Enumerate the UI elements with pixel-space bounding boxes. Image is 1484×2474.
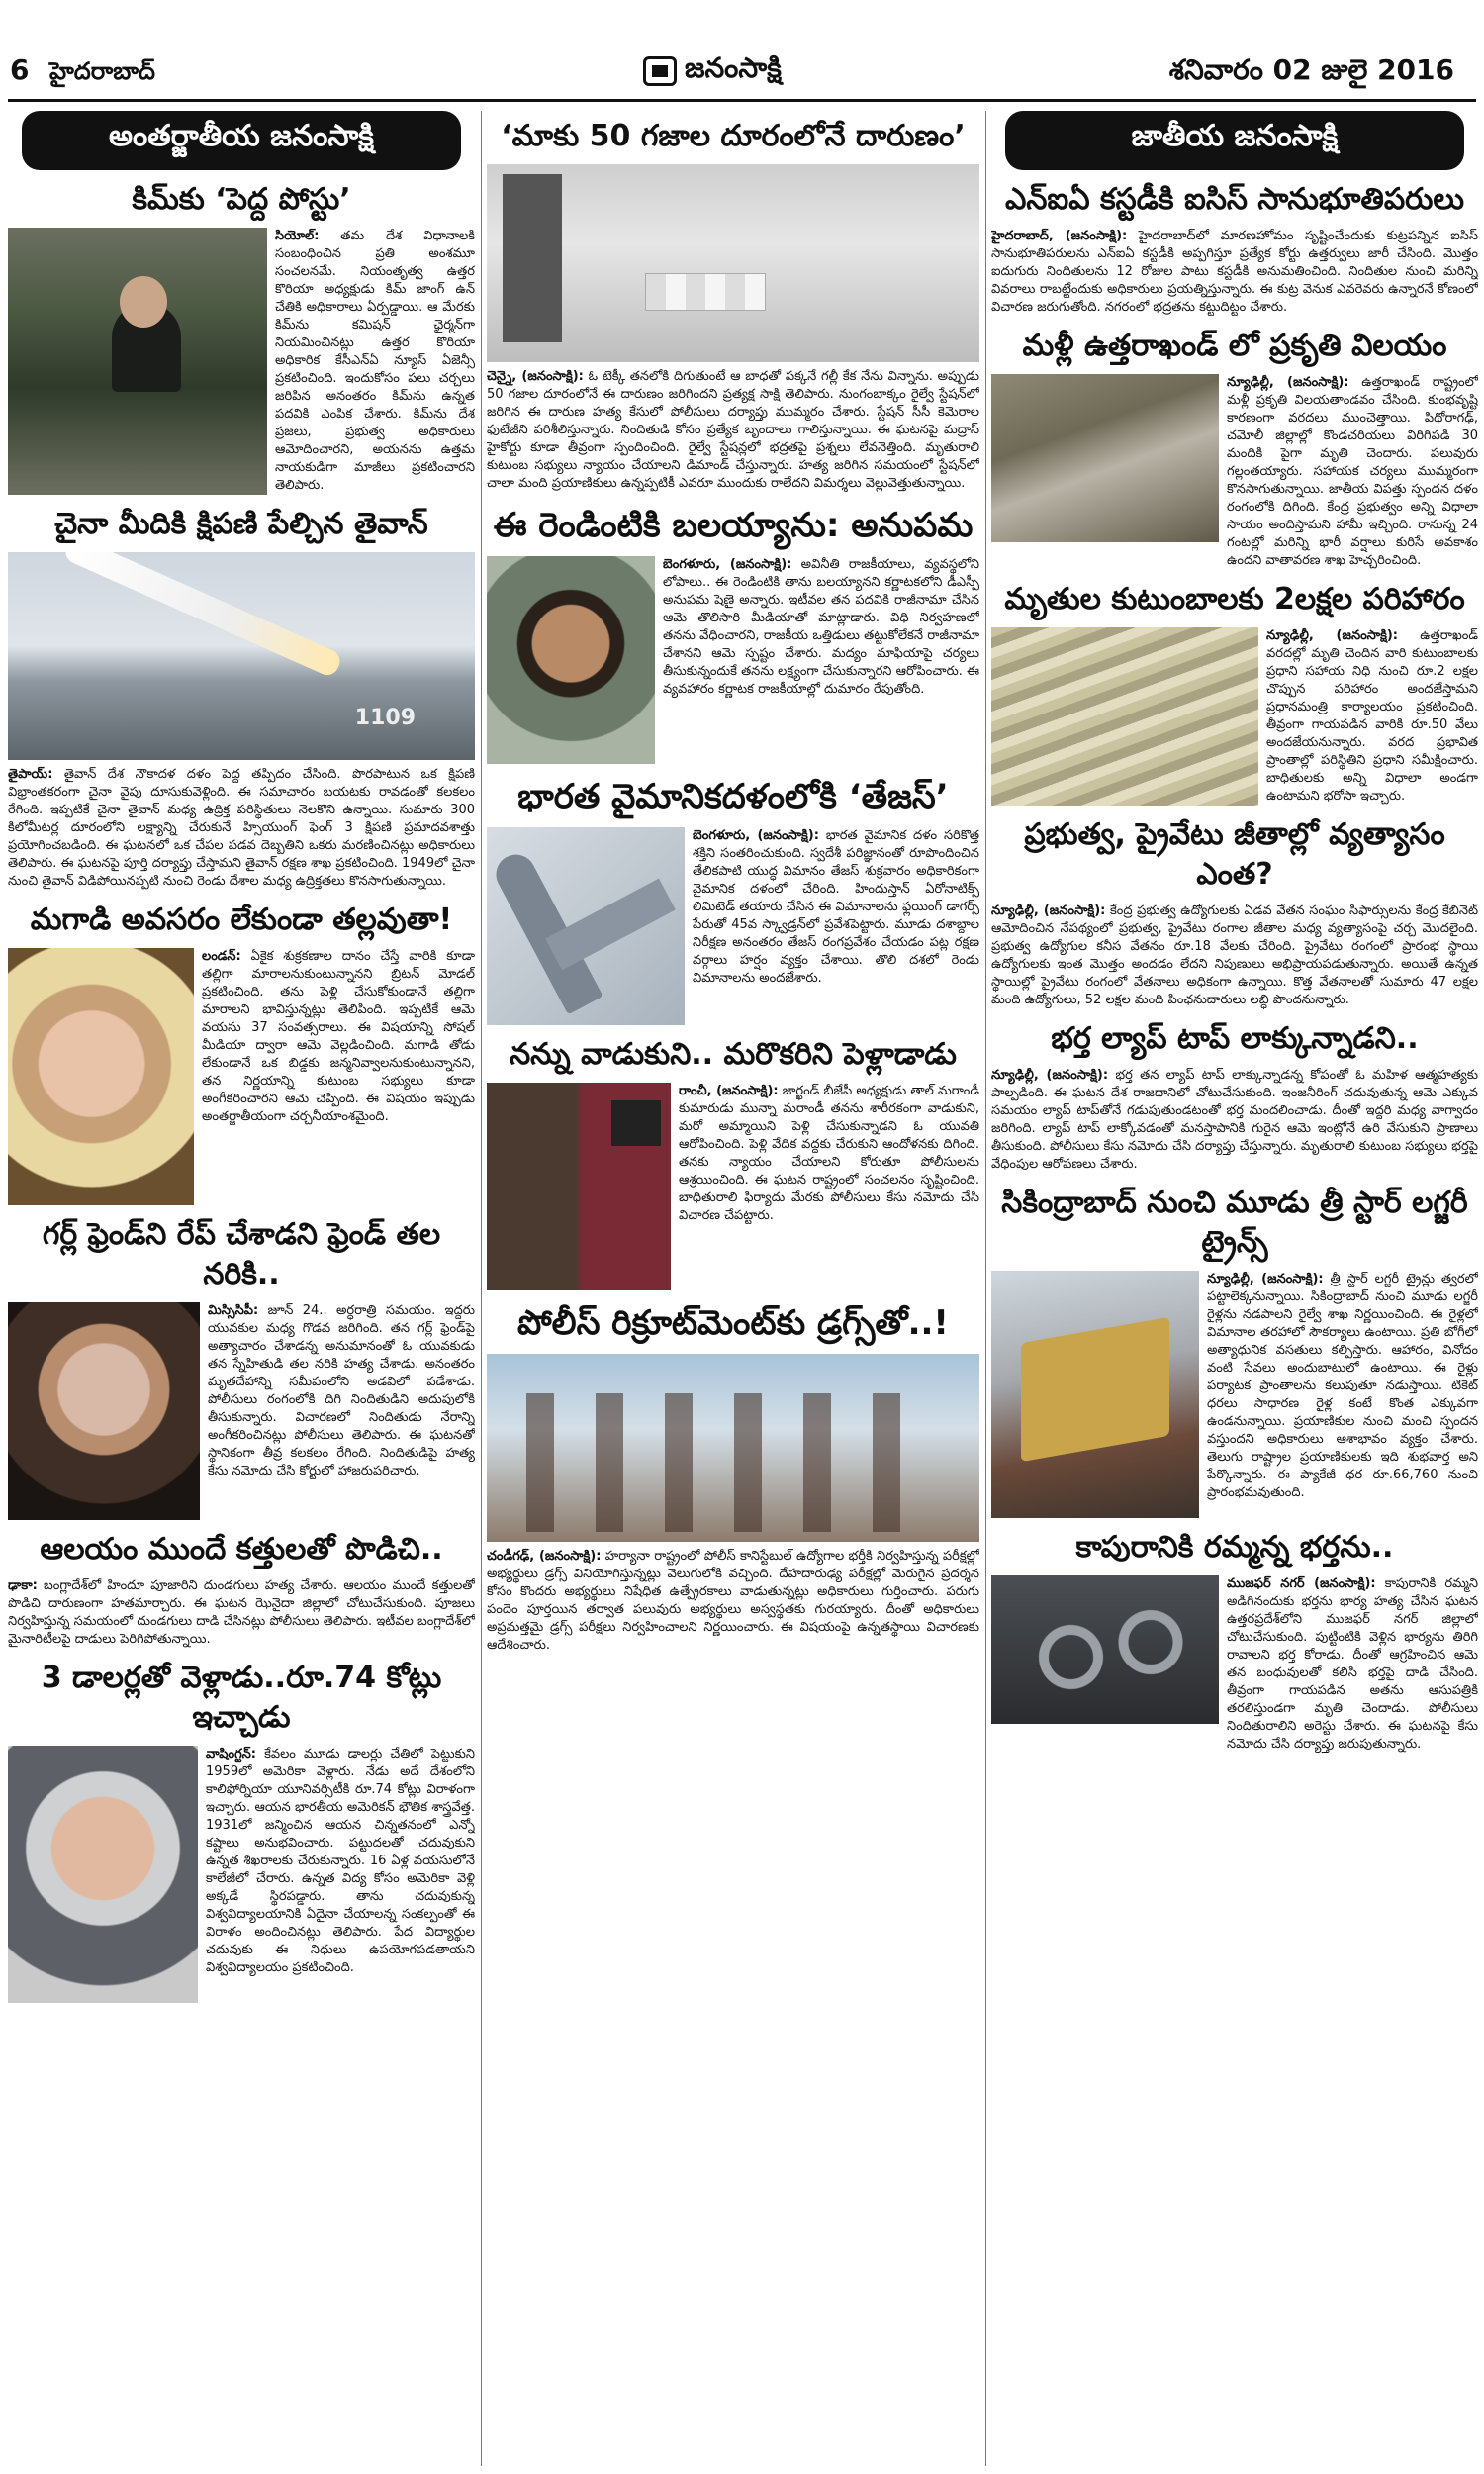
dateline: న్యూఢిల్లీ, (జనంసాక్షి): — [1266, 628, 1399, 643]
story-body: ఉత్తరాఖండ్ రాష్ట్రంలో మళ్లీ ప్రకృతి విలయతాండవం చేసింది. కుంభవృష్టి కారణంగా వరదలు ముంచెత్తాయి. పిథోరాగఢ్, చమోలీ జిల్లాల్లో కొండచరియలు విరిగిపడి 30 మందికి పైగా మృతి చెందారు. పలువురు గల్లంతయ్యారు. సహాయక చర్యలు ముమ్మరంగా కొనసాగుతున్నాయి. జాతీయ విపత్తు స్పందన దళం రంగంలోకి దిగింది. కేంద్ర ప్రభుత్వం అన్ని విధాలా సాయం అందిస్తామని హామీ ఇచ్చింది. రానున్న 24 గంటల్లో మరిన్ని భారీ వర్షాలు కురిసే అవకాశం ఉందని వాతావరణ శాఖ హెచ్చరించింది. — [1227, 375, 1478, 568]
section-banner-international: అంతర్జాతీయ జనంసాక్షి — [22, 111, 461, 170]
couple-photo — [487, 1083, 671, 1290]
kim-photo — [8, 228, 267, 495]
story-laptop — [991, 1019, 1478, 1174]
handcuffs-photo — [991, 1575, 1219, 1724]
dateline: చెన్నై, (జనంసాక్షి): — [487, 369, 584, 384]
headline: గర్ల్ ఫ్రెండ్‌ని రేప్ చేశాడని ఫ్రెండ్ తల నరికి.. — [42, 1217, 441, 1291]
runners-photo — [487, 1354, 979, 1542]
story-husband — [991, 1528, 1478, 1754]
dateline: న్యూఢిల్లీ, (జనంసాక్షి): — [991, 904, 1106, 918]
story-body: భర్త తన ల్యాప్ టాప్ లాక్కున్నాడన్న కోపంతో ఓ మహిళ ఆత్మహత్యకు పాల్పడింది. ఈ ఘటన దేశ రాజధానిలో చోటుచేసుకుంది. ఇంజనీరింగ్ చదువుతున్న ఆమె ఎక్కువ సమయం ల్యాప్ టాప్‌తోనే గడుపుతుండటంతో భర్త మందలించాడు. దీంతో ఇద్దరి మధ్య వాగ్వాదం జరిగింది. ల్యాప్ టాప్ లాక్కోవడంతో మనస్తాపానికి గురైన ఆమె ఇంట్లోనే ఉరి వేసుకుని ప్రాణాలు తీసుకుంది. పోలీసులు కేసు నమోదు చేసి దర్యాప్తు చేస్తున్నారు. మృతురాలి కుటుంబ సభ్యులు భర్తపై వేధింపుల ఆరోపణలు చేశారు. — [991, 1068, 1478, 1172]
edition-city: హైదరాబాద్ — [49, 57, 155, 85]
story-body: త్రీ స్టార్ లగ్జరీ ట్రైన్లు త్వరలో పట్టాలెక్కనున్నాయి. సికింద్రాబాద్ నుంచి మూడు లగ్జరీ రైళ్లను నడపాలని రైల్వే శాఖ నిర్ణయించింది. ఈ రైళ్లలో విమానాల తరహాలో సౌకర్యాలు ఉంటాయి. ప్రతి బోగీలో అత్యాధునిక వసతులు కల్పిస్తారు. ఆహారం, వినోదం వంటి సేవలు అందుబాటులో ఉంటాయి. ఈ రైళ్లు పర్యాటక ప్రాంతాలను కలుపుతూ నడుస్తాయి. టికెట్ ధరలు సాధారణ రైళ్ల కంటే కొంత ఎక్కువగా ఉండనున్నాయి. ప్రయాణికుల నుంచి మంచి స్పందన వస్తుందని అధికారులు ఆశాభావం వ్యక్తం చేశారు. తెలుగు రాష్ట్రాల ప్రయాణికులకు ఇది శుభవార్త అని పేర్కొన్నారు. ఈ ప్యాకేజీ ధర రూ.66,760 నుంచి ప్రారంభమవుతుంది. — [1207, 1272, 1478, 1500]
story-body: ఓ టెక్కీ తనలోకి దిగుతుంటే ఆ బాధతో పక్కనే గల్లీ కేక నేను విన్నాను. అప్పుడు 50 గజాల దూరంలోనే ఈ దారుణం జరిగిందని ప్రత్యక్ష సాక్షి తెలిపారు. నుంగంబాక్కం రైల్వే స్టేషన్‌లో జరిగిన ఈ దారుణ హత్య కేసులో పోలీసులు దర్యాప్తు ముమ్మరం చేశారు. స్టేషన్ సీసీ కెమెరాల ఫుటేజీని పరిశీలిస్తున్నారు. నిందితుడి కోసం ప్రత్యేక బృందాలు గాలిస్తున్నాయి. ఈ ఘటనపై మద్రాస్ హైకోర్టు కూడా తీవ్రంగా స్పందించింది. రైల్వే స్టేషన్లలో భద్రతపై ప్రశ్నలు లేవనెత్తింది. మృతురాలి కుటుంబ సభ్యులు న్యాయం చేయాలని డిమాండ్ చేస్తున్నారు. హత్య జరిగిన సమయంలో స్టేషన్‌లో చాలా మంది ప్రయాణికులు ఉన్నప్పటికీ ఎవరూ ముందుకు రాలేదని విమర్శలు వెల్లువెత్తుతున్నాయి. — [487, 369, 979, 491]
national-column — [991, 111, 1478, 2466]
story-nia — [991, 180, 1478, 317]
dateline: బెంగళూరు, (జనంసాక్షి): — [663, 557, 792, 572]
story-body: ఉత్తరాఖండ్ వరదల్లో మృతి చెందిన వారి కుటుంబాలకు ప్రధాని సహాయ నిధి నుంచి రూ.2 లక్షల చొప్పున పరిహారం అందజేస్తామని ప్రధానమంత్రి కార్యాలయం ప్రకటించింది. తీవ్రంగా గాయపడిన వారికి రూ.50 వేలు అందజేయనున్నారు. వరద ప్రభావిత ప్రాంతాల్లో పరిస్థితిని ప్రధాని సమీక్షించారు. బాధితులకు అన్ని విధాలా అండగా ఉంటామని భరోసా ఇచ్చారు. — [1266, 628, 1478, 804]
story-body: ఏకైక శుక్రకణాల దానం చేస్తే వారికి కూడా తల్లిగా మారాలనుకుంటున్నానని బ్రిటన్ మోడల్ ప్రకటించింది. తను పెళ్లి చేసుకోకుండానే తల్లిగా మారాలని భావిస్తున్నట్లు తెలిపింది. ఇప్పటికే ఆమె వయసు 37 సంవత్సరాలు. ఈ విషయాన్ని సోషల్ మీడియా ద్వారా ఆమె వెల్లడించింది. మగాడి తోడు లేకుండానే ఒక బిడ్డకు జన్మనివ్వాలనుకుంటున్నానని, తన నిర్ణయాన్ని కుటుంబ సభ్యులు కూడా అంగీకరించారని ఆమె చెప్పింది. ఈ విషయం ఇప్పుడు అంతర్జాతీయంగా చర్చనీయాంశమైంది. — [202, 949, 475, 1124]
dateline: మిస్సిసిపీ: — [208, 1303, 259, 1318]
story-kim — [8, 180, 475, 495]
story-station — [487, 117, 979, 493]
story-dollars — [8, 1659, 475, 2003]
story-compensation — [991, 580, 1478, 806]
story-body: హైదరాబాద్‌లో మారణహోమం సృష్టించేందుకు కుట్రపన్నిన ఐసిస్ సానుభూతిపరులను ఎన్ఐఏ కస్టడీకి అప్పగిస్తూ ప్రత్యేక కోర్టు ఉత్తర్వులు జారీ చేసింది. మొత్తం ఐదుగురు నిందితులను 12 రోజుల పాటు కస్టడీకి అనుమతించింది. నిందితుల నుంచి మరిన్ని వివరాలు రాబట్టేందుకు అధికారులు ప్రయత్నిస్తున్నారు. ఈ కుట్ర వెనుక ఎవరెవరు ఉన్నారనే కోణంలో విచారణ జరుగుతోంది. నగరంలో భద్రతను కట్టుదిట్టం చేశారు. — [991, 229, 1478, 315]
headline: నన్ను వాడుకుని.. మరొకరిని పెళ్లాడాడు — [510, 1037, 957, 1072]
story-body: కేంద్ర ప్రభుత్వ ఉద్యోగులకు ఏడవ వేతన సంఘం సిఫార్సులను కేంద్ర కేబినెట్ ఆమోదించిన నేపథ్యంలో ప్రభుత్వ, ప్రైవేటు రంగాల జీతాల మధ్య వ్యత్యాసంపై చర్చ మొదలైంది. ప్రభుత్వ ఉద్యోగుల కనీస వేతనం రూ.18 వేలకు చేరింది. ప్రైవేటు రంగంలో ప్రారంభ స్థాయి ఉద్యోగులకు ఇంత మొత్తం అందడం లేదని నిపుణులు అభిప్రాయపడుతున్నారు. అయితే ఉన్నత స్థాయిల్లో ప్రైవేటు రంగంలో వేతనాలు అధికంగా ఉన్నాయి. కొత్త వేతనాలతో సుమారు 47 లక్షల మంది ఉద్యోగులు, 52 లక్షల మంది పింఛనుదారులు లబ్ధి పొందనున్నారు. — [991, 904, 1478, 1007]
story-married — [487, 1035, 979, 1290]
headline: మృతుల కుటుంబాలకు 2లక్షల పరిహారం — [1004, 582, 1465, 617]
story-trains — [991, 1184, 1478, 1518]
paper-logo — [643, 51, 782, 91]
headline: కాపురానికి రమ్మన్న భర్తను.. — [1075, 1530, 1394, 1565]
dateline: న్యూఢిల్లీ, (జనంసాక్షి): — [991, 1068, 1109, 1083]
dateline: తైపాయ్: — [8, 767, 53, 782]
story-body: తమ దేశ విధానాలకి సంబంధించిన ప్రతి అంశమూ సంచలనమే. నియంతృత్వ ఉత్తర కొరియా అధ్యక్షుడు కిమ్ జాంగ్ ఉన్ చేతికి అధికారాలు ఏర్పడ్డాయి. ఆ మేరకు కిమ్‌ను కమిషన్ ఛైర్మన్‌గా నియమించినట్లు ఉత్తర కొరియా అధికారిక కేసీఎన్ఏ న్యూస్ ఏజెన్సీ ప్రకటించింది. ఇందుకోసం పలు చర్చలు జరిపిన అనంతరం కిమ్‌ను ఉన్నత పదవికి ఎంపిక చేశారు. కిమ్‌ను దేశ ప్రజలు, ప్రభుత్వ అధికారులు ఆమోదించారని, అయనను ఉత్తమ నాయకుడిగా మాజీలు ప్రకటించారని తెలిపారు. — [275, 229, 475, 493]
dateline: ఢాకా: — [8, 1578, 38, 1593]
international-column — [8, 111, 475, 2466]
missile-photo — [8, 552, 475, 760]
headline: మళ్లీ ఉత్తరాఖండ్ లో ప్రకృతి విలయం — [1022, 329, 1447, 363]
story-girlfriend — [8, 1215, 475, 1520]
headline: పోలీస్ రిక్రూట్‌మెంట్‌కు డ్రగ్స్‌తో..! — [517, 1303, 949, 1343]
story-body: అవినీతి రాజకీయాలు, వ్యవస్థలోని లోపాలు.. ఈ రెండింటికి తాను బలయ్యానని కర్ణాటకలోని డీఎస్పీ అనుపమ షెణై అన్నారు. ఇటీవల తన పదవికి రాజీనామా చేసిన ఆమె తొలిసారి మీడియాతో మాట్లాడారు. విధి నిర్వహణలో తనను వేధించారని, రాజకీయ ఒత్తిడులు తట్టుకోలేకనే రాజీనామా చేశానని ఆమె స్పష్టం చేశారు. మద్యం మాఫియాపై చర్యలు తీసుకున్నందుకే తనను లక్ష్యంగా చేసుకున్నారని ఆరోపించారు. ఈ వ్యవహారం కర్ణాటక రాజకీయాల్లో దుమారం రేపుతోంది. — [663, 557, 979, 697]
dateline: చండీగఢ్, (జనంసాక్షి): — [487, 1549, 602, 1564]
dateline: ముజఫర్ నగర్ (జనంసాక్షి): — [1227, 1576, 1376, 1591]
headline: మగాడి అవసరం లేకుండా తల్లవుతా! — [30, 903, 453, 937]
dateline: న్యూఢిల్లీ, (జనంసాక్షి): — [1227, 375, 1349, 390]
train-photo — [991, 1271, 1199, 1518]
headline: కిమ్‌కు ‘పెద్ద పోస్టు’ — [132, 182, 351, 217]
dateline: రాంచీ, (జనంసాక్షి): — [679, 1084, 779, 1098]
headline: ఆలయం ముందే కత్తులతో పొడిచి.. — [40, 1532, 443, 1567]
story-body: కేవలం మూడు డాలర్లు చేతిలో పెట్టుకుని 1959లో అమెరికా వెళ్లారు. నేడు అదే దేశంలోని కాలిఫోర్నియా యూనివర్సిటీకి రూ.74 కోట్లు విరాళంగా ఇచ్చారు. ఆయన భారతీయ అమెరికన్ భౌతిక శాస్త్రవేత్త. 1931లో జన్మించిన ఆయన చిన్నతనంలో ఎన్నో కష్టాలు అనుభవించారు. పట్టుదలతో చదువుకుని ఉన్నత శిఖరాలకు చేరుకున్నారు. 16 ఏళ్ల వయసులోనే కాలేజీలో చేరారు. ఉన్నత విద్య కోసం అమెరికా వెళ్లి అక్కడే స్థిరపడ్డారు. తాను చదువుకున్న విశ్వవిద్యాలయానికి ఏదైనా చేయాలన్న సంకల్పంతో ఈ విరాళం అందించినట్లు తెలిపారు. పేద విద్యార్థుల చదువుకు ఈ నిధులు ఉపయోగపడతాయని విశ్వవిద్యాలయం ప్రకటించింది. — [206, 1747, 475, 1975]
headline: సికింద్రాబాద్ నుంచి మూడు త్రీ స్టార్ లగ్జరీ ట్రైన్స్ — [1001, 1186, 1468, 1260]
station-photo — [487, 164, 979, 362]
headline: ‘మాకు 50 గజాల దూరంలోనే దారుణం’ — [501, 119, 966, 153]
girl-photo — [8, 1302, 200, 1520]
headline: చైనా మీదికి క్షిపణి పేల్చిన తైవాన్ — [54, 507, 428, 541]
model-photo — [8, 948, 194, 1205]
story-body: కాపురానికి రమ్మని అడిగినందుకు భర్తను భార్య హత్య చేసిన ఘటన ఉత్తరప్రదేశ్‌లోని ముజఫర్ నగర్ జిల్లాలో చోటుచేసుకుంది. పుట్టింటికి వెళ్లిన భార్యను తిరిగి రావాలని భర్త కోరాడు. దీంతో ఆగ్రహించిన ఆమె తన బంధువులతో కలిసి భర్తపై దాడి చేసింది. తీవ్రంగా గాయపడిన అతను ఆసుపత్రికి తరలిస్తుండగా మృతి చెందాడు. పోలీసులు నిందితురాలిని అరెస్టు చేశారు. ఈ ఘటనపై కేసు నమోదు చేసి దర్యాప్తు జరుపుతున్నారు. — [1227, 1576, 1478, 1752]
story-salaries — [991, 815, 1478, 1009]
scientist-photo — [8, 1746, 198, 2003]
headline: 3 డాలర్లతో వెళ్లాడు..రూ.74 కోట్లు ఇచ్చాడు — [41, 1661, 442, 1735]
page-number: 6 — [10, 53, 30, 86]
jet-photo — [487, 827, 685, 1025]
center-column — [487, 111, 979, 2466]
story-uttarakhand — [991, 327, 1478, 570]
story-anupama — [487, 503, 979, 764]
money-photo — [991, 627, 1258, 806]
dateline: న్యూఢిల్లీ, (జనంసాక్షి): — [1207, 1272, 1324, 1286]
logo-icon — [643, 56, 677, 86]
dateline: లండన్: — [202, 949, 241, 964]
dateline: హైదరాబాద్, (జనంసాక్షి): — [991, 229, 1128, 243]
dateline: వాషింగ్టన్: — [206, 1747, 256, 1761]
dateline: సియోల్: — [275, 229, 320, 243]
story-body: తైవాన్ దేశ నౌకాదళ దళం పెద్ద తప్పిదం చేసింది. పొరపాటున ఒక క్షిపణి విభ్రాంతకరంగా చైనా వైపు దూసుకువెళ్లింది. ఈ సమాచారం బయటకు రావడంతో కలకలం రేగింది. ఇప్పటికే చైనా తైవాన్ మధ్య ఉద్రిక్త పరిస్థితులు నెలకొని ఉన్నాయి. సుమారు 300 కిలోమీటర్ల దూరంలోని లక్ష్యాన్ని చేరుకునే హ్సియుంగ్ ఫెంగ్ 3 క్షిపణి ప్రమాదవశాత్తు ప్రయోగించబడింది. ఈ ఘటనలో ఒక చేపల పడవ దెబ్బతిని ఒకరు మరణించినట్లు అధికారులు తెలిపారు. ఈ ఘటనపై పూర్తి దర్యాప్తు చేస్తామని తైవాన్ రక్షణ శాఖ ప్రకటించింది. 1949లో చైనా నుంచి తైవాన్ విడిపోయినప్పటి నుంచి రెండు దేశాల మధ్య ఉద్రిక్తతలు కొనసాగుతున్నాయి. — [8, 767, 475, 889]
masthead — [0, 0, 1484, 103]
headline: ప్రభుత్వ, ప్రైవేటు జీతాల్లో వ్యత్యాసం ఎంత? — [1024, 817, 1445, 892]
anupama-photo — [487, 556, 655, 764]
headline: భర్త ల్యాప్ టాప్ లాక్కున్నాడని.. — [1051, 1021, 1419, 1056]
story-police — [487, 1300, 979, 1655]
headline: ఈ రెండింటికి బలయ్యాను: అనుపమ — [493, 506, 974, 545]
section-banner-national: జాతీయ జనంసాక్షి — [1005, 111, 1464, 170]
story-temple — [8, 1530, 475, 1649]
story-body: హర్యానా రాష్ట్రంలో పోలీస్ కానిస్టేబుల్ ఉద్యోగాల భర్తీకి నిర్వహిస్తున్న పరీక్షల్లో అభ్యర్థులు డ్రగ్స్ వినియోగిస్తున్నట్లు వెలుగులోకి వచ్చింది. దేహదారుఢ్య పరీక్షల్లో మెరుగైన ప్రదర్శన కోసం కొందరు అభ్యర్థులు నిషేధిత ఉత్ప్రేరకాలు వాడుతున్నట్లు అధికారులు గుర్తించారు. పరుగు పందెం పూర్తయిన తర్వాత పలువురు అభ్యర్థులు అస్వస్థతకు గురయ్యారు. దీంతో అధికారులు అప్రమత్తమై డ్రగ్స్ పరీక్షలు నిర్వహించాలని నిర్ణయించారు. ఈ విషయంపై ఉన్నతస్థాయి విచారణకు ఆదేశించారు. — [487, 1549, 979, 1653]
story-body: భారత వైమానిక దళం సరికొత్త శక్తిని సంతరించుకుంది. స్వదేశీ పరిజ్ఞానంతో రూపొందించిన తేలికపాటి యుద్ధ విమానం తేజస్ శుక్రవారం అధికారికంగా వైమానిక దళంలో చేరింది. హిందుస్తాన్ ఏరోనాటిక్స్ లిమిటెడ్ తయారు చేసిన ఈ విమానాలను ఫ్లయింగ్ డాగర్స్ పేరుతో 45వ స్క్వాడ్రన్‌లో ప్రవేశపెట్టారు. మూడు దశాబ్దాల నిరీక్షణ అనంతరం తేజస్ రంగప్రవేశం చేయడం పట్ల రక్షణ వర్గాలు హర్షం వ్యక్తం చేశాయి. తొలి దశలో రెండు విమానాలను అందజేశారు. — [693, 828, 979, 986]
column-divider — [481, 111, 482, 2466]
story-body: బంగ్లాదేశ్‌లో హిందూ పూజారిని దుండగులు హత్య చేశారు. ఆలయం ముందే కత్తులతో పొడిచి దారుణంగా హతమార్చారు. ఈ ఘటన ఝెనైదా జిల్లాలో చోటుచేసుకుంది. పూజలు నిర్వహిస్తున్న సమయంలో దుండగులు దాడి చేసినట్లు పోలీసులు తెలిపారు. ఇటీవల బంగ్లాదేశ్‌లో మైనారిటీలపై దాడులు పెరిగిపోతున్నాయి. — [8, 1578, 475, 1647]
paper-name: జనంసాక్షి — [685, 51, 782, 84]
headline: ఎన్ఐఏ కస్టడీకి ఐసిస్ సానుభూతిపరులు — [1005, 182, 1464, 217]
story-tejas — [487, 774, 979, 1025]
story-woman — [8, 901, 475, 1205]
issue-date: శనివారం 02 జులై 2016 — [1168, 53, 1454, 86]
story-taiwan — [8, 505, 475, 891]
flood-photo — [991, 374, 1219, 542]
story-body: జూన్ 24.. అర్ధరాత్రి సమయం. ఇద్దరు యువకుల మధ్య గొడవ జరిగింది. తన గర్ల్ ఫ్రెండ్‌పై అత్యాచారం చేశాడన్న అనుమానంతో ఓ యువకుడు తన స్నేహితుడి తల నరికి హత్య చేశాడు. అనంతరం మృతదేహాన్ని సమీపంలోని అడవిలో పడేశాడు. పోలీసులు రంగంలోకి దిగి నిందితుడిని అదుపులోకి తీసుకున్నారు. విచారణలో నిందితుడు నేరాన్ని అంగీకరించినట్లు పోలీసులు తెలిపారు. ఈ ఘటనతో స్థానికంగా తీవ్ర కలకలం రేగింది. నిందితుడిపై హత్య కేసు నమోదు చేసి కోర్టులో హాజరుపరిచారు. — [208, 1303, 475, 1478]
headline: భారత వైమానికదళంలోకి ‘తేజస్’ — [517, 777, 949, 816]
column-divider — [985, 111, 986, 2466]
dateline: బెంగళూరు, (జనంసాక్షి): — [693, 828, 819, 843]
masthead-rule — [8, 99, 1476, 102]
story-body: జార్ఖండ్ బీజేపీ అధ్యక్షుడు తాల్ మరాండీ కుమారుడు మున్నా మరాండీ తనను శారీరకంగా వాడుకుని, మరో అమ్మాయిని పెళ్లి చేసుకున్నాడని ఓ యువతి ఆరోపించింది. పెళ్లి వేదిక వద్దకు చేరుకుని ఆందోళనకు దిగింది. తనకు న్యాయం చేయాలని కోరుతూ పోలీసులను ఆశ్రయించింది. ఈ ఘటన రాష్ట్రంలో సంచలనం సృష్టించింది. బాధితురాలి ఫిర్యాదు మేరకు పోలీసులు కేసు నమోదు చేసి విచారణ చేపట్టారు. — [679, 1084, 979, 1223]
